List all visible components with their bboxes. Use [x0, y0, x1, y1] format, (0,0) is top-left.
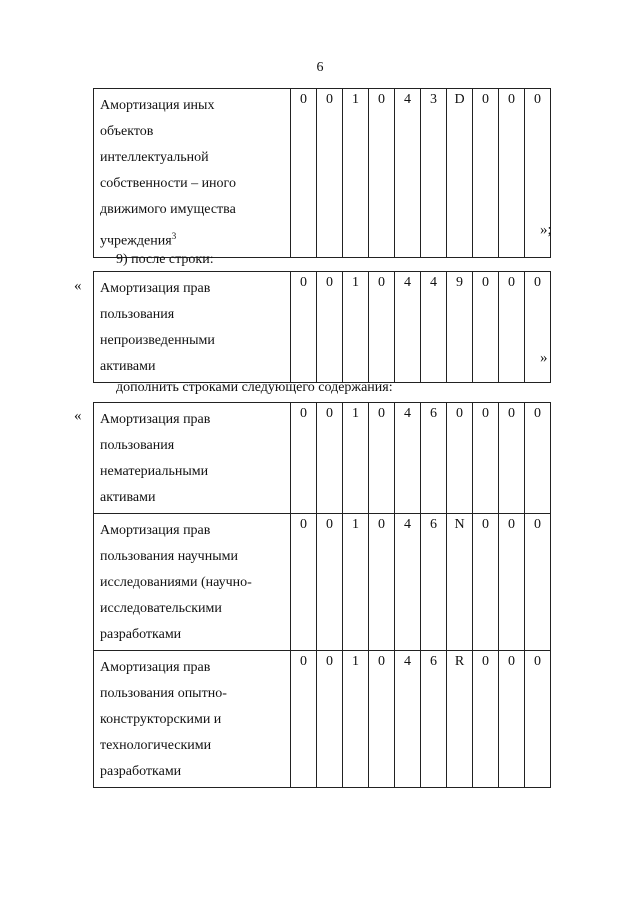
code-digit: 0: [473, 272, 499, 383]
row-name-cell: [94, 514, 291, 651]
code-digit: 0: [317, 403, 343, 514]
row-name-line: пользования: [100, 307, 175, 322]
code-digit: 9: [447, 272, 473, 383]
code-digit: 4: [395, 514, 421, 651]
code-digit: D: [447, 89, 473, 258]
instruction-add-rows: дополнить строками следующего содержания:: [116, 380, 393, 395]
code-digit: 0: [291, 89, 317, 258]
code-digit: 0: [369, 514, 395, 651]
row-name-cell: [94, 403, 291, 514]
code-digit: 4: [421, 272, 447, 383]
code-digit: 0: [317, 89, 343, 258]
row-name-line: интеллектуальной: [100, 150, 209, 165]
code-digit: 0: [291, 272, 317, 383]
code-digit: R: [447, 651, 473, 788]
code-digit: 0: [291, 651, 317, 788]
code-digit: 0: [317, 514, 343, 651]
code-digit: 0: [499, 651, 525, 788]
row-name-line: пользования: [100, 438, 175, 453]
code-table-3: [93, 402, 551, 788]
code-digit: 4: [395, 89, 421, 258]
code-digit: 1: [343, 514, 369, 651]
opening-quote-3: «: [74, 408, 82, 424]
code-digit: 0: [473, 89, 499, 258]
code-digit: 6: [421, 651, 447, 788]
code-digit: 1: [343, 403, 369, 514]
code-table-1: [93, 88, 551, 258]
code-digit: 1: [343, 272, 369, 383]
code-digit: 6: [421, 403, 447, 514]
code-digit: 1: [343, 89, 369, 258]
row-name-line: Амортизация прав: [100, 412, 211, 427]
table-row: [94, 403, 551, 514]
row-name-line: активами: [100, 359, 156, 374]
code-digit: 6: [421, 514, 447, 651]
code-digit: 0: [369, 272, 395, 383]
row-name-line: технологическими: [100, 738, 212, 753]
row-name-line: исследованиями (научно-: [100, 575, 252, 590]
code-table-2: [93, 271, 551, 383]
row-name-line: собственности – иного: [100, 176, 236, 191]
table-row: [94, 651, 551, 788]
code-digit: 0: [317, 272, 343, 383]
code-digit: 3: [421, 89, 447, 258]
row-name-line: Амортизация иных: [100, 98, 215, 113]
row-name-line: исследовательскими: [100, 601, 222, 616]
code-digit: 0: [525, 651, 551, 788]
row-name-line: Амортизация прав: [100, 281, 211, 296]
row-name-line: нематериальными: [100, 464, 209, 479]
code-digit: N: [447, 514, 473, 651]
row-name-cell: [94, 272, 291, 383]
table-row: [94, 89, 551, 258]
page-number: 6: [316, 60, 324, 75]
closing-quote-2: »: [540, 350, 548, 366]
code-digit: 0: [291, 403, 317, 514]
row-name-line: Амортизация прав: [100, 523, 211, 538]
code-digit: 4: [395, 272, 421, 383]
code-digit: 4: [395, 403, 421, 514]
code-digit: 0: [473, 403, 499, 514]
row-name-line: пользования опытно-: [100, 686, 227, 701]
row-name-line: активами: [100, 490, 156, 505]
code-digit: 0: [369, 403, 395, 514]
row-name-line: Амортизация прав: [100, 660, 211, 675]
row-name-line: объектов: [100, 124, 154, 139]
table-row: [94, 514, 551, 651]
code-digit: 4: [395, 651, 421, 788]
code-digit: 0: [525, 514, 551, 651]
row-name-line: пользования научными: [100, 549, 238, 564]
code-digit: 0: [369, 89, 395, 258]
code-digit: 0: [473, 651, 499, 788]
row-name-line: учреждения: [100, 233, 172, 249]
code-digit: 0: [447, 403, 473, 514]
code-digit: 0: [291, 514, 317, 651]
code-digit: 1: [343, 651, 369, 788]
row-name-line: конструкторскими и: [100, 712, 222, 727]
code-digit: 0: [369, 651, 395, 788]
row-name-cell: [94, 89, 291, 258]
row-name-line: движимого имущества: [100, 202, 236, 217]
code-digit: 0: [473, 514, 499, 651]
row-name-line: разработками: [100, 764, 182, 779]
code-digit: 0: [499, 272, 525, 383]
opening-quote-2: «: [74, 278, 82, 294]
footnote-marker: 3: [171, 231, 177, 241]
table-row: [94, 272, 551, 383]
code-digit: 0: [525, 403, 551, 514]
code-digit: 0: [525, 272, 551, 383]
row-name-line: разработками: [100, 627, 182, 642]
code-digit: 0: [499, 514, 525, 651]
row-name-cell: [94, 651, 291, 788]
row-name-line: непроизведенными: [100, 333, 215, 348]
code-digit: 0: [525, 89, 551, 258]
instruction-after-row: 9) после строки:: [116, 252, 214, 267]
code-digit: 0: [499, 89, 525, 258]
closing-quote-1: »;: [540, 222, 552, 238]
code-digit: 0: [317, 651, 343, 788]
code-digit: 0: [499, 403, 525, 514]
